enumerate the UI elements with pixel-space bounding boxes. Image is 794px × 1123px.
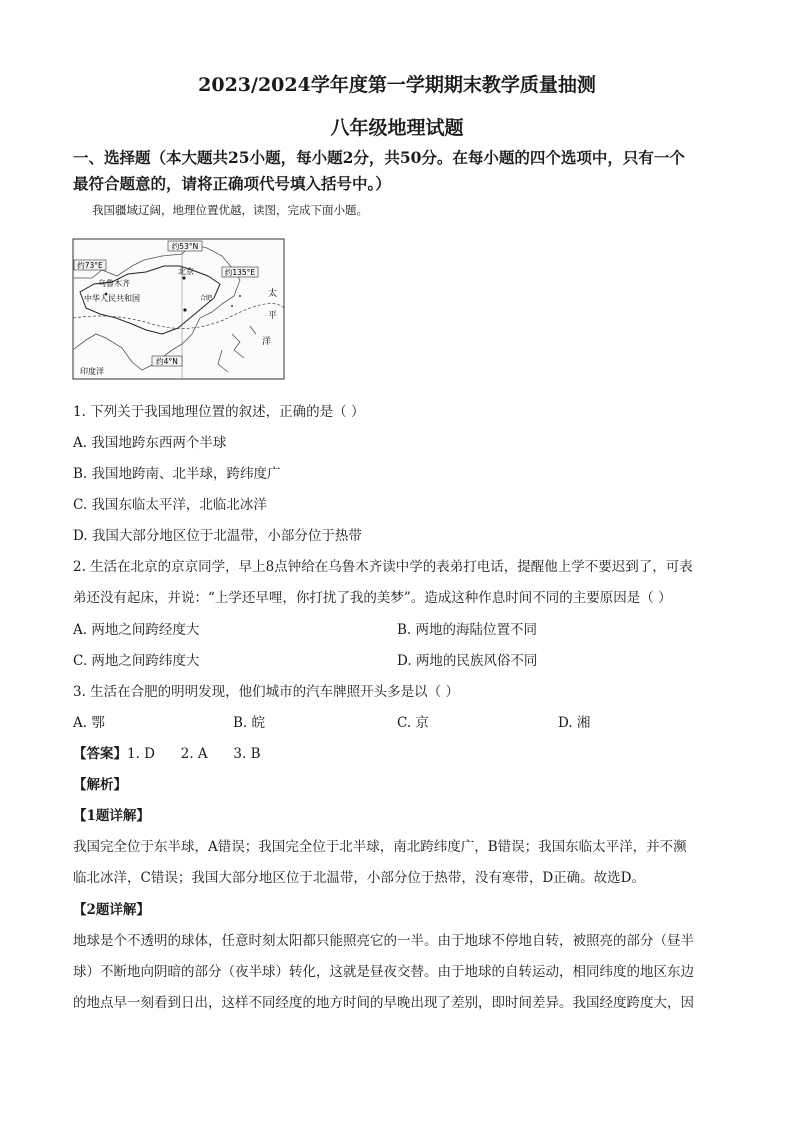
question-3-stem: 3. 生活在合肥的明明发现，他们城市的汽车牌照开头多是以（ ）: [73, 684, 459, 700]
city-urumqi: 乌鲁木齐: [98, 279, 130, 288]
detail-2-line3: 的地点早一刻看到日出，这样不同经度的地方时间的早晚出现了差别，即时间差异。我国经度跨度大，因: [73, 995, 694, 1011]
lat-bottom-label: 约4°N: [156, 357, 178, 366]
detail-2-line1: 地球是个不透明的球体，任意时刻太阳都只能照亮它的一半。由于地球不停地自转，被照亮的部分（昼半: [73, 933, 694, 949]
lon-left-label: 约73°E: [77, 261, 103, 270]
china-location-map: [72, 238, 285, 380]
city-beijing: 北京: [178, 267, 194, 276]
lat-top-label: 约53°N: [171, 242, 199, 251]
section-heading-line1: 一、选择题（本大题共25小题，每小题2分，共50分。在每小题的四个选项中，只有一个: [73, 148, 685, 167]
question-1-option-c[interactable]: C. 我国东临太平洋，北临北冰洋: [73, 497, 267, 513]
detail-1-line2: 临北冰洋，C错误；我国大部分地区位于北温带，小部分位于热带，没有寒带，D正确。故选D。: [73, 870, 645, 886]
question-3-option-c[interactable]: C. 京: [397, 715, 429, 731]
city-hefei: 合肥: [200, 295, 213, 302]
question-2-stem-line2: 弟还没有起床，并说：“上学还早哩，你打扰了我的美梦”。造成这种作息时间不同的主要原因是（ ）: [73, 590, 672, 606]
question-1-option-a[interactable]: A. 我国地跨东西两个半球: [73, 435, 227, 451]
detail-2-label: 【2题详解】: [73, 902, 150, 918]
question-1-option-d[interactable]: D. 我国大部分地区位于北温带，小部分位于热带: [73, 528, 362, 544]
question-3-option-a[interactable]: A. 鄂: [73, 715, 105, 731]
country-label: 中华人民共和国: [84, 294, 140, 303]
question-1-option-b[interactable]: B. 我国地跨南、北半球，跨纬度广: [73, 466, 281, 482]
question-3-option-b[interactable]: B. 皖: [233, 715, 266, 731]
detail-1-line1: 我国完全位于东半球，A错误；我国完全位于北半球，南北跨纬度广，B错误；我国东临太平洋，并不濒: [73, 839, 687, 855]
intro-text: 我国疆域辽阔，地理位置优越，读图，完成下面小题。: [92, 203, 368, 217]
question-3-option-d[interactable]: D. 湘: [558, 715, 591, 731]
answer-line: [73, 742, 261, 762]
answer-text: 1. D 2. A 3. B: [127, 746, 261, 762]
page-title: 2023/2024学年度第一学期期末教学质量抽测: [198, 74, 596, 96]
indian-ocean-label: 印度洋: [80, 367, 104, 376]
section-heading-line2: 最符合题意的，请将正确项代号填入括号中。）: [73, 174, 391, 193]
detail-1-label: 【1题详解】: [73, 808, 150, 824]
question-2-option-a[interactable]: A. 两地之间跨经度大: [73, 622, 200, 638]
question-2-option-b[interactable]: B. 两地的海陆位置不同: [397, 622, 538, 638]
lon-right-label: 约135°E: [224, 268, 256, 277]
page-subtitle: 八年级地理试题: [330, 117, 464, 139]
question-2-stem-line1: 2. 生活在北京的京京同学，早上8点钟给在乌鲁木齐读中学的表弟打电话，提醒他上学不要迟到了，可表: [73, 559, 693, 575]
detail-2-line2: 球）不断地向阴暗的部分（夜半球）转化，这就是昼夜交替。由于地球的自转运动，相同纬度的地区东边: [73, 964, 694, 980]
question-2-option-d[interactable]: D. 两地的民族风俗不同: [397, 653, 538, 669]
ocean-label-yang: 洋: [262, 337, 272, 347]
analysis-label: 【解析】: [73, 777, 127, 793]
ocean-label-ping: 平: [268, 311, 278, 321]
question-1-stem: 1. 下列关于我国地理位置的叙述，正确的是（ ）: [73, 404, 365, 420]
ocean-label-tai: 太: [268, 289, 278, 299]
question-2-option-c[interactable]: C. 两地之间跨纬度大: [73, 653, 200, 669]
answer-label: 【答案】: [73, 746, 127, 762]
